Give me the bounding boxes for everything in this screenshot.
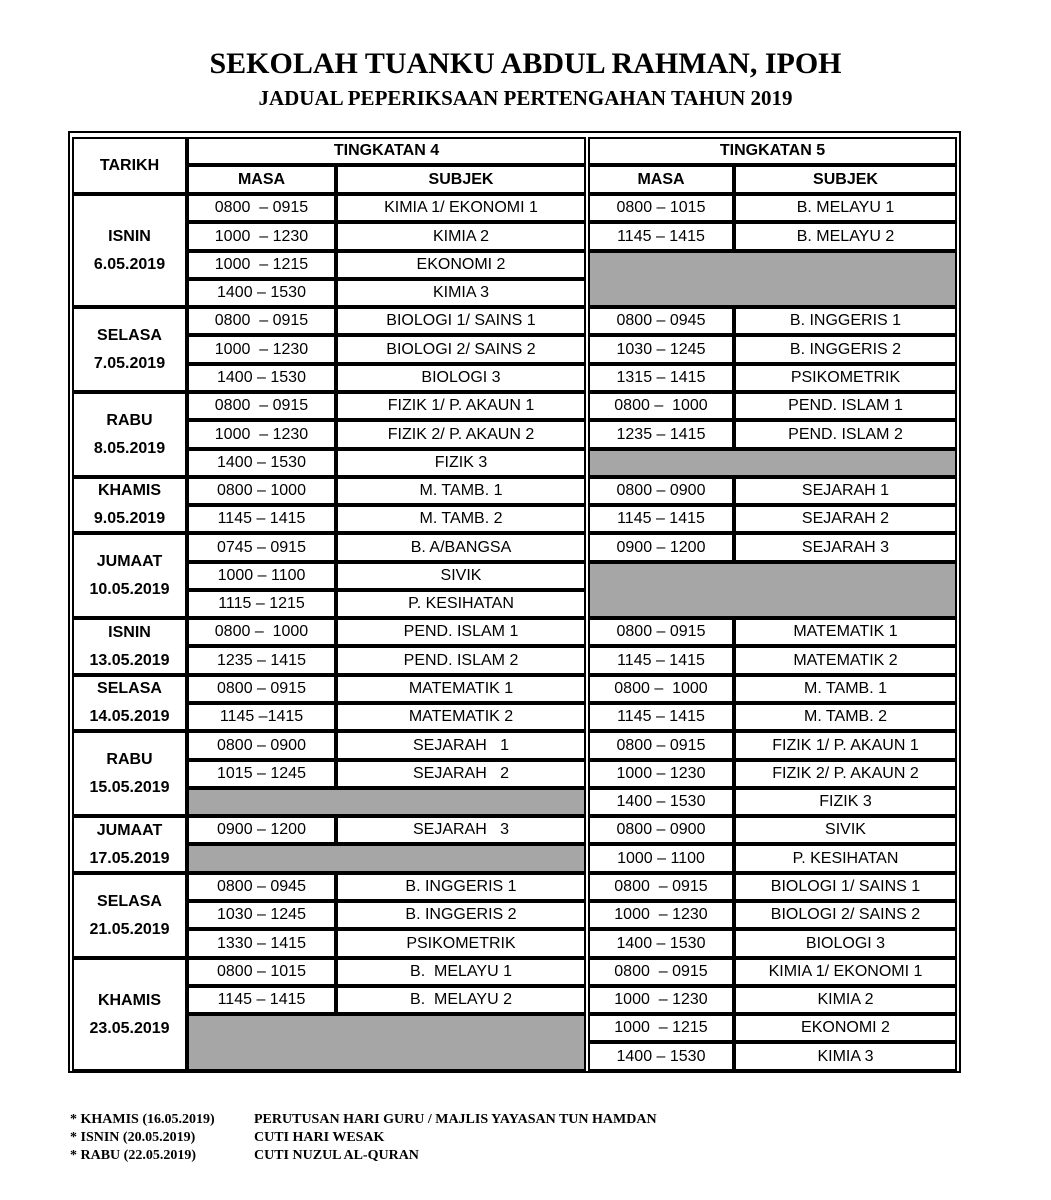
day-name: SELASA (97, 680, 162, 697)
subject-cell: KIMIA 3 (734, 1042, 957, 1071)
subject-cell: FIZIK 3 (734, 788, 957, 816)
time-cell: 0800 – 1000 (187, 618, 336, 646)
time-cell: 1400 – 1530 (187, 364, 336, 392)
subject-cell: EKONOMI 2 (336, 251, 586, 279)
time-cell: 0800 – 1000 (588, 675, 734, 703)
exam-date: 14.05.2019 (89, 708, 170, 725)
subject-cell: PSIKOMETRIK (734, 364, 957, 392)
subject-cell: SIVIK (734, 816, 957, 844)
time-cell: 1145 – 1415 (588, 222, 734, 251)
day-name: JUMAAT (96, 821, 163, 839)
time-cell: 0900 – 1200 (187, 816, 336, 844)
exam-date: 8.05.2019 (93, 439, 166, 457)
empty-slot (187, 1014, 586, 1071)
time-cell: 0800 – 1000 (187, 477, 336, 505)
subject-cell: BIOLOGI 1/ SAINS 1 (336, 307, 586, 335)
time-cell: 1000 – 1230 (588, 986, 734, 1014)
time-cell: 0800 – 0915 (588, 618, 734, 646)
subject-cell: SEJARAH 2 (336, 760, 586, 788)
subject-cell: P. KESIHATAN (336, 590, 586, 618)
subject-cell: SIVIK (336, 562, 586, 590)
day-name: SELASA (97, 326, 162, 344)
time-cell: 0800 – 0900 (588, 816, 734, 844)
subject-cell: PEND. ISLAM 1 (734, 392, 957, 420)
subject-cell: BIOLOGI 2/ SAINS 2 (734, 901, 957, 929)
time-cell: 1145 –1415 (187, 703, 336, 731)
time-cell: 1235 – 1415 (187, 646, 336, 675)
time-cell: 0800 – 0915 (588, 731, 734, 760)
time-cell: 1330 – 1415 (187, 929, 336, 958)
day-name: ISNIN (108, 227, 151, 245)
date-cell (72, 675, 187, 731)
time-cell: 1145 – 1415 (588, 505, 734, 533)
time-cell: 0800 – 0900 (187, 731, 336, 760)
date-cell (72, 873, 187, 958)
time-cell: 0800 – 1000 (588, 392, 734, 420)
date-cell (72, 618, 187, 675)
subject-cell: BIOLOGI 3 (734, 929, 957, 958)
time-cell: 0800 – 0915 (588, 873, 734, 901)
page-title: SEKOLAH TUANKU ABDUL RAHMAN, IPOH (209, 47, 842, 80)
subject-cell: B. INGGERIS 1 (734, 307, 957, 335)
subject-cell: FIZIK 1/ P. AKAUN 1 (336, 392, 586, 420)
footnote-text: PERUTUSAN HARI GURU / MAJLIS YAYASAN TUN HAMDAN (254, 1112, 657, 1127)
subject-cell: B. A/BANGSA (336, 533, 586, 562)
time-cell: 0800 – 1015 (187, 958, 336, 986)
time-cell: 1400 – 1530 (187, 279, 336, 307)
time-cell: 1000 – 1215 (187, 251, 336, 279)
subject-cell: B. INGGERIS 1 (336, 873, 586, 901)
time-cell: 1235 – 1415 (588, 420, 734, 449)
time-cell: 1000 – 1230 (187, 335, 336, 364)
day-name: ISNIN (108, 623, 151, 641)
day-name: RABU (106, 411, 153, 429)
date-cell (72, 477, 187, 533)
time-cell: 1015 – 1245 (187, 760, 336, 788)
subject-cell: M. TAMB. 2 (734, 703, 957, 731)
time-cell: 0800 – 0915 (187, 392, 336, 420)
header-tingkatan-5: TINGKATAN 5 (588, 137, 957, 165)
subject-cell: B. MELAYU 2 (734, 222, 957, 251)
time-cell: 0800 – 0945 (588, 307, 734, 335)
footnote-text: CUTI HARI WESAK (254, 1130, 385, 1145)
subject-cell: KIMIA 2 (336, 222, 586, 251)
subject-cell: PSIKOMETRIK (336, 929, 586, 958)
empty-slot (588, 251, 957, 307)
subject-cell: SEJARAH 3 (336, 816, 586, 844)
day-name: KHAMIS (97, 991, 162, 1009)
subject-cell: SEJARAH 1 (336, 731, 586, 760)
subject-cell: B. INGGERIS 2 (336, 901, 586, 929)
day-name: SELASA (97, 892, 162, 910)
empty-slot (588, 449, 957, 477)
header-masa-t4: MASA (187, 165, 336, 194)
time-cell: 0800 – 0915 (187, 675, 336, 703)
date-cell (72, 392, 187, 477)
subject-cell: M. TAMB. 1 (336, 477, 586, 505)
exam-date: 15.05.2019 (89, 778, 170, 796)
subject-cell: BIOLOGI 3 (336, 364, 586, 392)
subject-cell: MATEMATIK 1 (734, 618, 957, 646)
day-name: RABU (106, 750, 153, 768)
exam-date: 7.05.2019 (93, 354, 166, 372)
exam-date: 6.05.2019 (93, 255, 166, 273)
time-cell: 1145 – 1415 (588, 703, 734, 731)
exam-date: 23.05.2019 (89, 1019, 170, 1037)
time-cell: 0900 – 1200 (588, 533, 734, 562)
date-cell (72, 731, 187, 816)
subject-cell: FIZIK 1/ P. AKAUN 1 (734, 731, 957, 760)
subject-cell: B. MELAYU 2 (336, 986, 586, 1014)
subject-cell: KIMIA 3 (336, 279, 586, 307)
date-cell (72, 958, 187, 1071)
footnote-row (70, 1147, 657, 1165)
date-cell (72, 194, 187, 307)
subject-cell: KIMIA 1/ EKONOMI 1 (336, 194, 586, 222)
exam-date: 17.05.2019 (89, 849, 170, 867)
footnote-date: * RABU (22.05.2019) (70, 1148, 196, 1163)
header-masa-t5: MASA (588, 165, 734, 194)
subject-cell: FIZIK 2/ P. AKAUN 2 (734, 760, 957, 788)
subject-cell: MATEMATIK 2 (734, 646, 957, 675)
time-cell: 1000 – 1100 (187, 562, 336, 590)
footnotes (70, 1111, 657, 1165)
day-name: JUMAAT (96, 552, 163, 570)
empty-slot (588, 562, 957, 618)
exam-date: 10.05.2019 (89, 580, 170, 598)
time-cell: 1030 – 1245 (187, 901, 336, 929)
time-cell: 0800 – 0900 (588, 477, 734, 505)
time-cell: 1030 – 1245 (588, 335, 734, 364)
subject-cell: SEJARAH 1 (734, 477, 957, 505)
time-cell: 1400 – 1530 (588, 929, 734, 958)
day-name: KHAMIS (97, 482, 162, 499)
subject-cell: B. MELAYU 1 (734, 194, 957, 222)
time-cell: 0800 – 1015 (588, 194, 734, 222)
subject-cell: SEJARAH 3 (734, 533, 957, 562)
subject-cell: PEND. ISLAM 2 (734, 420, 957, 449)
subject-cell: SEJARAH 2 (734, 505, 957, 533)
subject-cell: P. KESIHATAN (734, 844, 957, 873)
time-cell: 1000 – 1230 (187, 420, 336, 449)
time-cell: 1315 – 1415 (588, 364, 734, 392)
subject-cell: B. INGGERIS 2 (734, 335, 957, 364)
exam-date: 21.05.2019 (89, 920, 170, 938)
time-cell: 1000 – 1230 (588, 760, 734, 788)
time-cell: 0800 – 0945 (187, 873, 336, 901)
exam-date: 9.05.2019 (93, 510, 166, 527)
subject-cell: M. TAMB. 1 (734, 675, 957, 703)
footnote-date: * ISNIN (20.05.2019) (70, 1130, 196, 1145)
footnote-text: CUTI NUZUL AL-QURAN (254, 1148, 419, 1163)
footnote-row (70, 1111, 657, 1129)
footnote-row (70, 1129, 657, 1147)
subject-cell: FIZIK 3 (336, 449, 586, 477)
subject-cell: FIZIK 2/ P. AKAUN 2 (336, 420, 586, 449)
subject-cell: MATEMATIK 1 (336, 675, 586, 703)
date-cell (72, 533, 187, 618)
header-subjek-t4: SUBJEK (336, 165, 586, 194)
time-cell: 0745 – 0915 (187, 533, 336, 562)
subject-cell: M. TAMB. 2 (336, 505, 586, 533)
footnote-date: * KHAMIS (16.05.2019) (70, 1112, 215, 1127)
empty-slot (187, 788, 586, 816)
time-cell: 0800 – 0915 (187, 194, 336, 222)
date-cell (72, 307, 187, 392)
time-cell: 1115 – 1215 (187, 590, 336, 618)
subject-cell: B. MELAYU 1 (336, 958, 586, 986)
header-tarikh: TARIKH (72, 137, 187, 194)
time-cell: 1000 – 1230 (187, 222, 336, 251)
subject-cell: KIMIA 1/ EKONOMI 1 (734, 958, 957, 986)
subject-cell: EKONOMI 2 (734, 1014, 957, 1042)
time-cell: 1000 – 1230 (588, 901, 734, 929)
time-cell: 0800 – 0915 (187, 307, 336, 335)
time-cell: 1400 – 1530 (588, 1042, 734, 1071)
time-cell: 1000 – 1215 (588, 1014, 734, 1042)
time-cell: 1145 – 1415 (588, 646, 734, 675)
time-cell: 1145 – 1415 (187, 505, 336, 533)
subject-cell: PEND. ISLAM 1 (336, 618, 586, 646)
time-cell: 1400 – 1530 (187, 449, 336, 477)
time-cell: 0800 – 0915 (588, 958, 734, 986)
subject-cell: MATEMATIK 2 (336, 703, 586, 731)
empty-slot (187, 844, 586, 873)
header-tingkatan-4: TINGKATAN 4 (187, 137, 586, 165)
subject-cell: KIMIA 2 (734, 986, 957, 1014)
subject-cell: BIOLOGI 1/ SAINS 1 (734, 873, 957, 901)
page-subtitle: JADUAL PEPERIKSAAN PERTENGAHAN TAHUN 2019 (258, 86, 793, 110)
time-cell: 1145 – 1415 (187, 986, 336, 1014)
exam-date: 13.05.2019 (89, 651, 170, 669)
header-subjek-t5: SUBJEK (734, 165, 957, 194)
date-cell (72, 816, 187, 873)
subject-cell: PEND. ISLAM 2 (336, 646, 586, 675)
time-cell: 1400 – 1530 (588, 788, 734, 816)
subject-cell: BIOLOGI 2/ SAINS 2 (336, 335, 586, 364)
time-cell: 1000 – 1100 (588, 844, 734, 873)
